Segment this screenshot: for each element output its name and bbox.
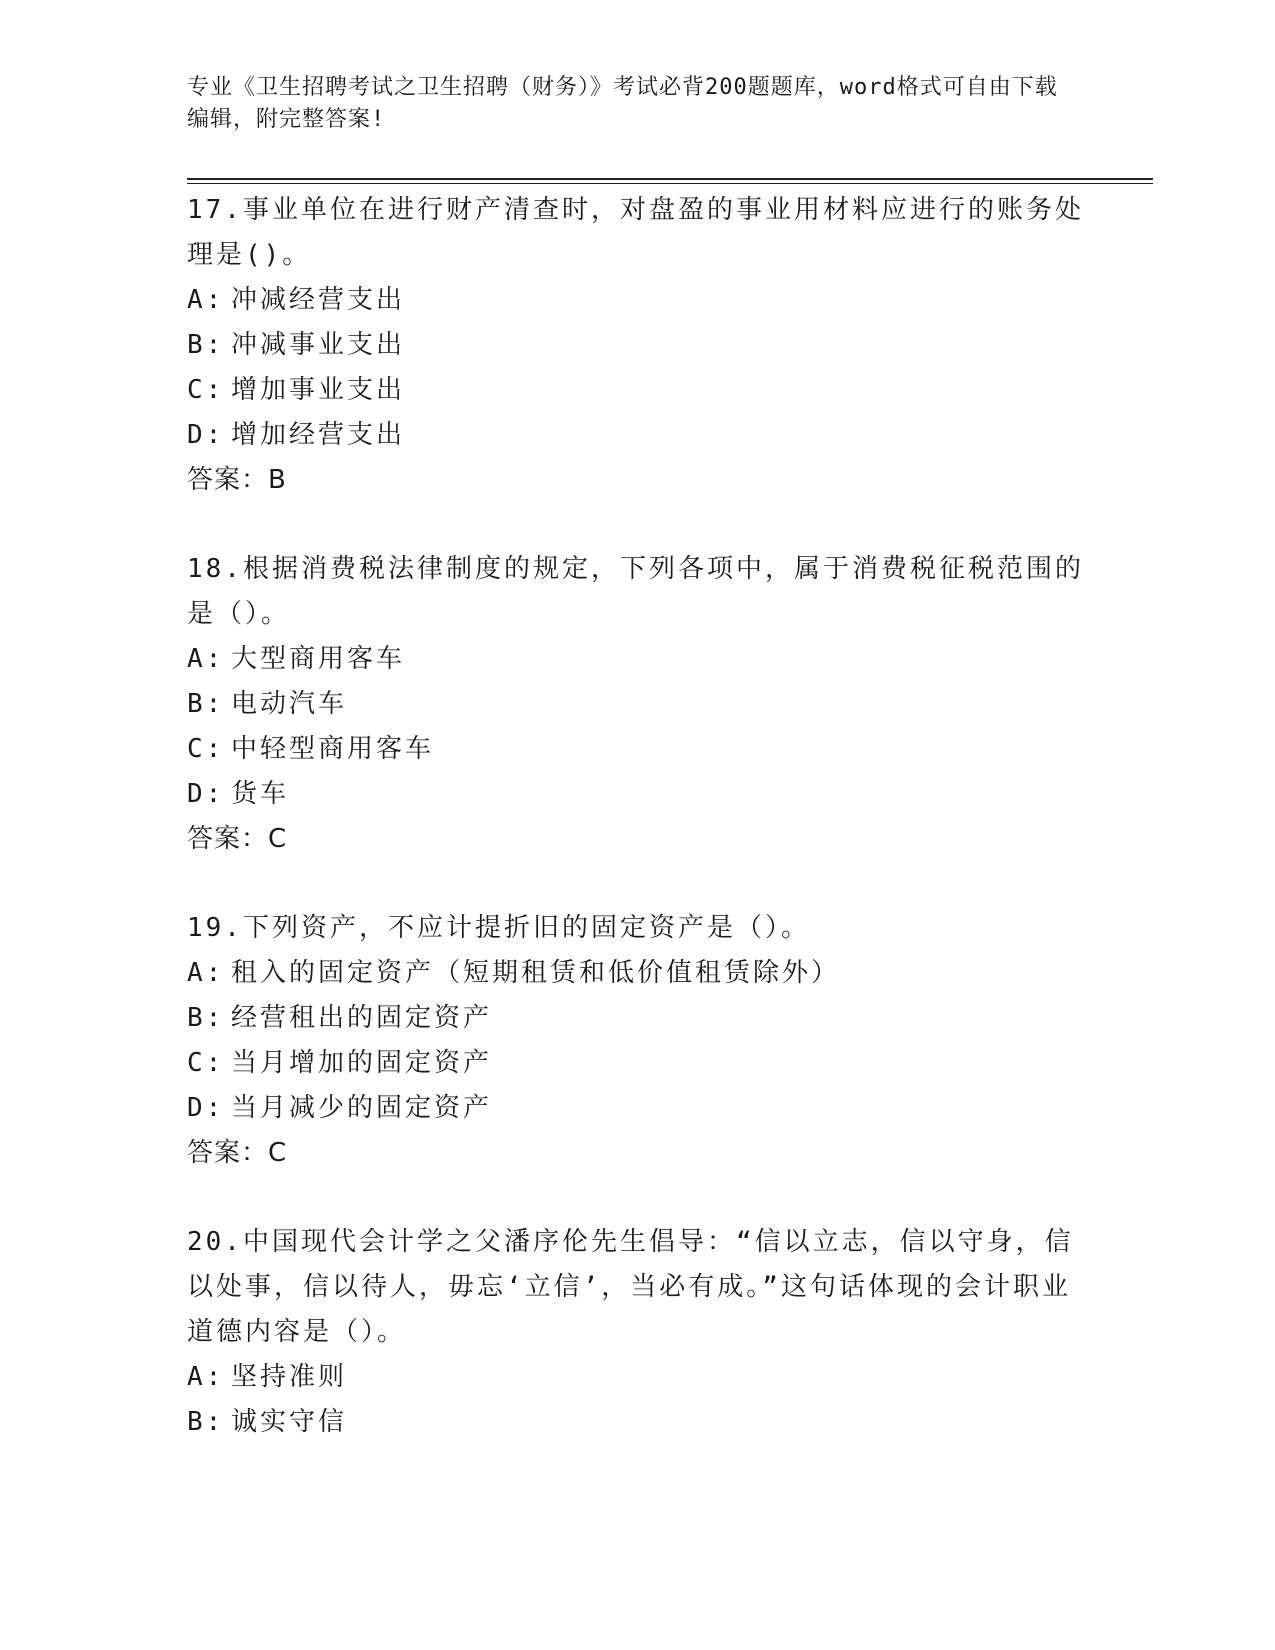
option-c [187,1041,1087,1086]
option-a [187,1355,1087,1400]
header-divider-thin [187,183,1153,184]
question-18 [187,547,1087,862]
option-text: 增加经营支出 [231,420,406,450]
option-b [187,1400,1087,1445]
header-divider [187,178,1153,180]
option-b [187,996,1087,1041]
option-key: A: [187,285,225,315]
answer-line: 答案：C [187,824,288,854]
question-list [187,188,1087,1489]
option-a [187,278,1087,323]
question-text: 18.根据消费税法律制度的规定，下列各项中，属于消费税征税范围的是（）。 [187,554,1084,629]
option-d [187,772,1087,817]
option-key: D: [187,1093,225,1123]
option-text: 租入的固定资产（短期租赁和低价值租赁除外） [231,958,841,988]
question-text: 19.下列资产，不应计提折旧的固定资产是（）。 [187,913,810,943]
option-d [187,1086,1087,1131]
option-text: 冲减事业支出 [231,330,406,360]
question-17 [187,188,1087,503]
option-text: 当月增加的固定资产 [231,1048,493,1078]
option-key: C: [187,734,225,764]
option-text: 电动汽车 [231,689,348,719]
option-key: B: [187,689,225,719]
option-d [187,413,1087,458]
question-text: 17.事业单位在进行财产清查时，对盘盈的事业用材料应进行的账务处理是()。 [187,195,1084,270]
option-key: A: [187,644,225,674]
option-text: 大型商用客车 [231,644,406,674]
option-b [187,323,1087,368]
option-text: 当月减少的固定资产 [231,1093,493,1123]
option-a [187,637,1087,682]
option-text: 经营租出的固定资产 [231,1003,493,1033]
option-text: 坚持准则 [231,1362,348,1392]
option-text: 增加事业支出 [231,375,406,405]
option-text: 诚实守信 [231,1407,348,1437]
option-key: C: [187,375,225,405]
option-key: A: [187,958,225,988]
option-key: B: [187,1003,225,1033]
option-key: B: [187,330,225,360]
option-key: D: [187,420,225,450]
question-19 [187,906,1087,1176]
question-20 [187,1220,1087,1445]
option-text: 冲减经营支出 [231,285,406,315]
document-header: 专业《卫生招聘考试之卫生招聘（财务）》考试必背200题题库，word格式可自由下载编辑，附完整答案! [187,75,1058,132]
answer-line: 答案：B [187,465,287,495]
option-key: B: [187,1407,225,1437]
option-key: A: [187,1362,225,1392]
option-c [187,727,1087,772]
option-key: D: [187,779,225,809]
question-text: 20.中国现代会计学之父潘序伦先生倡导：“信以立志，信以守身，信以处事，信以待人，毋忘‘立信’，当必有成。”这句话体现的会计职业道德内容是（）。 [187,1227,1074,1347]
option-key: C: [187,1048,225,1078]
option-text: 中轻型商用客车 [231,734,435,764]
option-b [187,682,1087,727]
option-c [187,368,1087,413]
answer-line: 答案：C [187,1138,288,1168]
option-a [187,951,1087,996]
option-text: 货车 [231,779,290,809]
